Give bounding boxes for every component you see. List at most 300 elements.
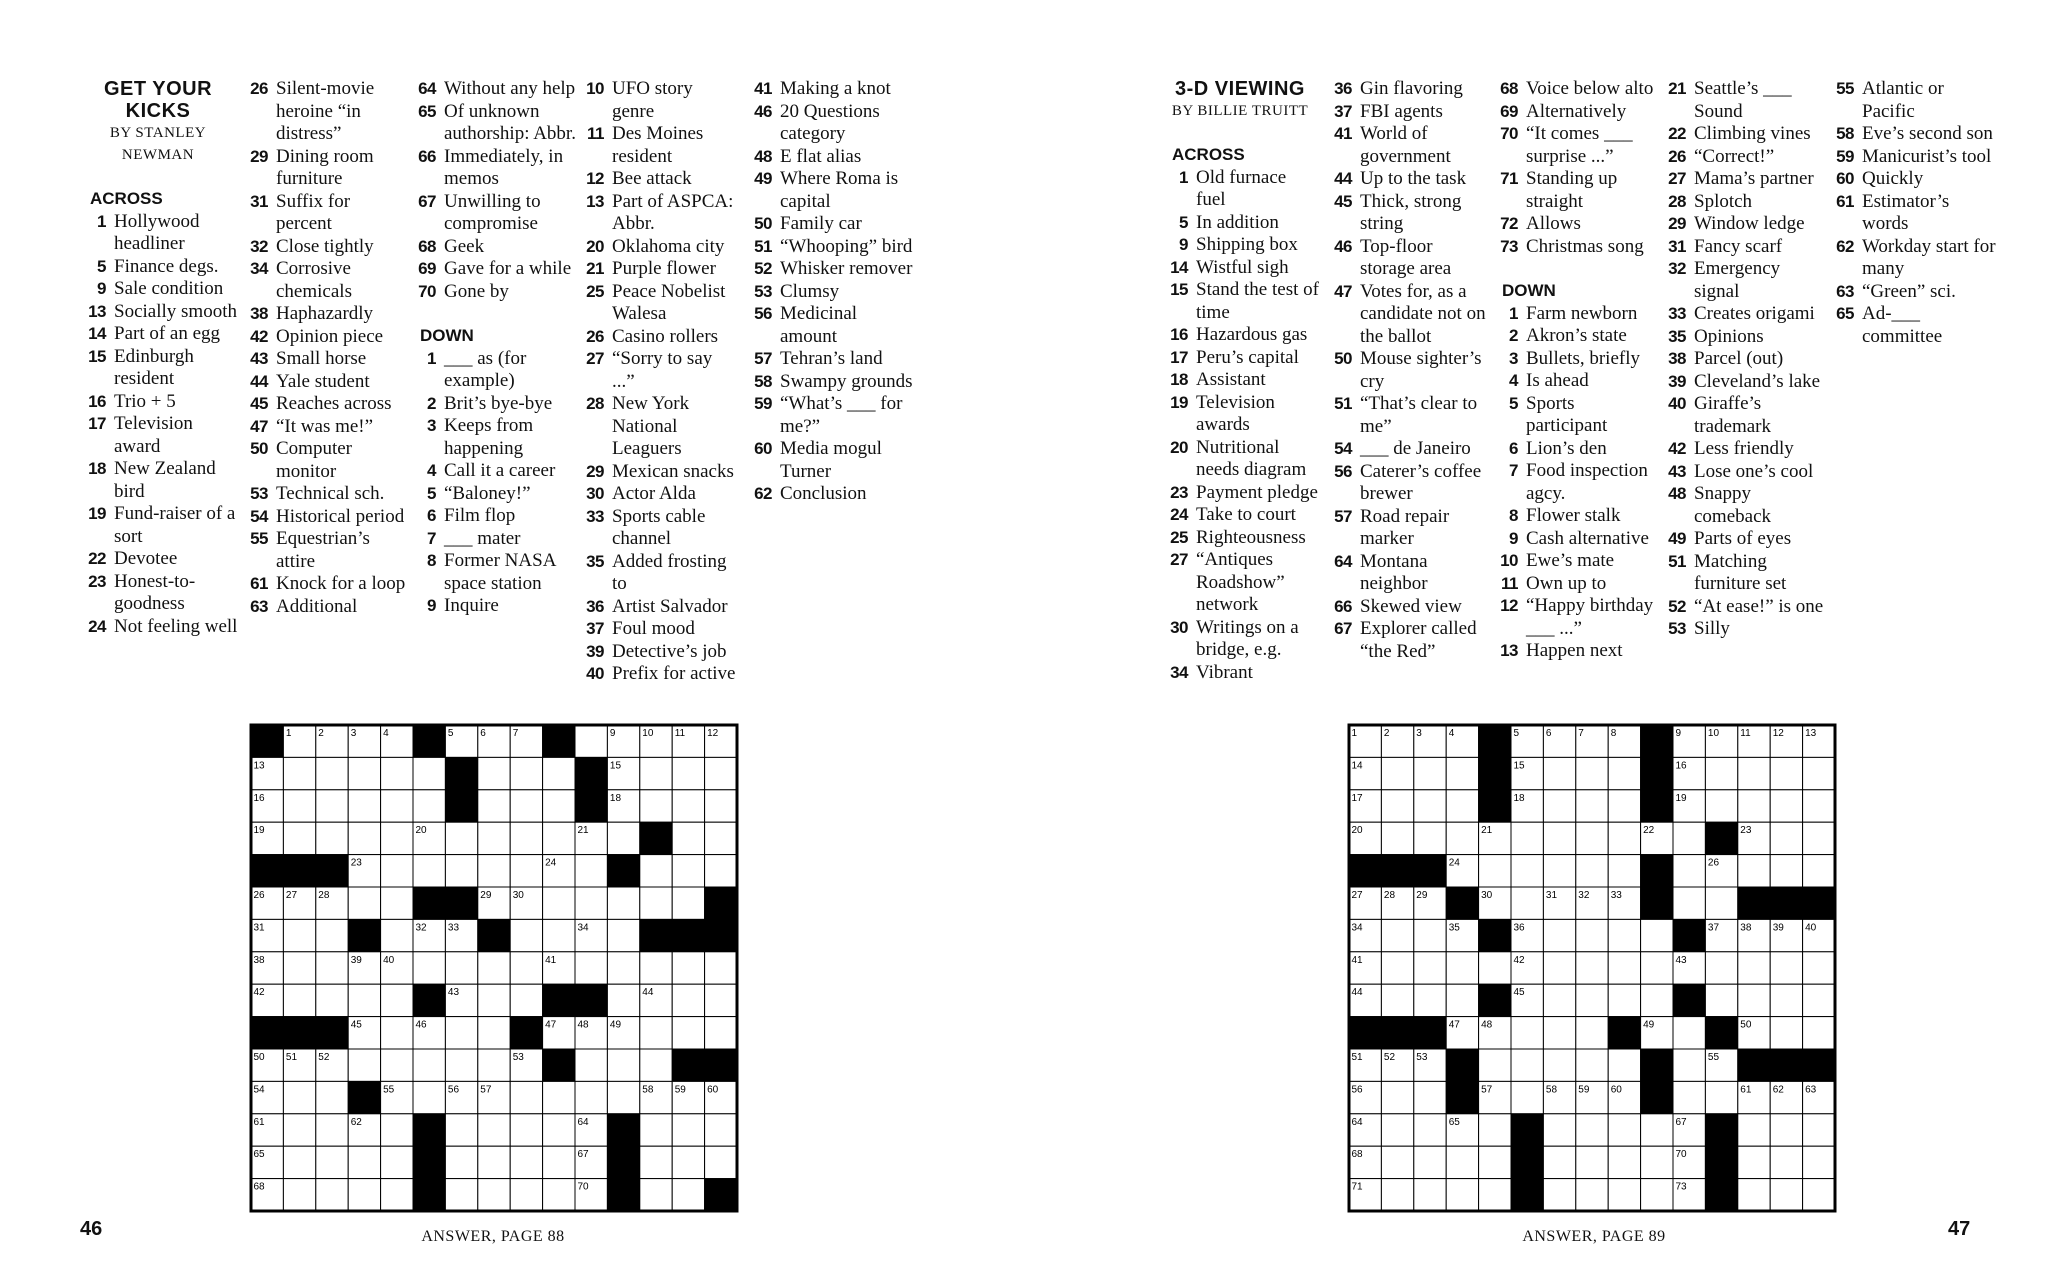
grid-cell[interactable] — [672, 984, 704, 1016]
grid-cell[interactable] — [283, 1179, 315, 1211]
grid-cell[interactable] — [1511, 1081, 1543, 1113]
clue-number: 7 — [1509, 461, 1518, 480]
grid-cell[interactable] — [478, 1049, 510, 1081]
grid-cell[interactable] — [607, 984, 639, 1016]
grid-cell[interactable] — [510, 1114, 542, 1146]
grid-cell[interactable] — [1576, 757, 1608, 789]
grid-cell[interactable] — [705, 855, 737, 887]
grid-cell[interactable] — [1576, 919, 1608, 951]
grid-cell[interactable] — [1576, 1146, 1608, 1178]
grid-cell[interactable] — [283, 984, 315, 1016]
grid-cell[interactable] — [1608, 790, 1640, 822]
grid-cell[interactable] — [381, 855, 413, 887]
grid-cell[interactable] — [510, 757, 542, 789]
cell-number: 24 — [1448, 857, 1460, 869]
clue-number: 9 — [1509, 528, 1518, 548]
grid-cell[interactable] — [575, 855, 607, 887]
grid-cell[interactable] — [1414, 1114, 1446, 1146]
grid-cell[interactable] — [672, 952, 704, 984]
grid-cell[interactable] — [316, 822, 348, 854]
grid-cell[interactable] — [640, 952, 672, 984]
grid-cell[interactable] — [1803, 1114, 1835, 1146]
grid-cell[interactable] — [348, 887, 380, 919]
grid-cell[interactable] — [672, 1017, 704, 1049]
grid-cell[interactable] — [1511, 855, 1543, 887]
grid-cell[interactable] — [1576, 1017, 1608, 1049]
clue-list — [1160, 167, 1320, 685]
grid-cell[interactable] — [413, 757, 445, 789]
clue-text: Keeps from happening — [444, 415, 534, 459]
grid-cell[interactable] — [1381, 790, 1413, 822]
clue-number: 49 — [754, 169, 772, 188]
grid-cell[interactable] — [1381, 919, 1413, 951]
grid-cell[interactable] — [413, 1049, 445, 1081]
grid-cell[interactable] — [316, 1146, 348, 1178]
grid-cell[interactable] — [381, 984, 413, 1016]
grid-cell[interactable] — [1738, 757, 1770, 789]
grid-cell[interactable] — [478, 952, 510, 984]
grid-cell[interactable] — [445, 1146, 477, 1178]
grid-cell[interactable] — [672, 1146, 704, 1178]
grid-cell[interactable] — [672, 1114, 704, 1146]
grid-cell[interactable] — [607, 822, 639, 854]
grid-cell[interactable] — [316, 1114, 348, 1146]
clue-text: Gone by — [444, 280, 509, 302]
grid-cell[interactable] — [348, 822, 380, 854]
grid-cell[interactable] — [1608, 1146, 1640, 1178]
cell-number: 23 — [350, 857, 362, 869]
clue-number: 5 — [97, 256, 106, 276]
grid-cell[interactable] — [1673, 1049, 1705, 1081]
grid-cell[interactable] — [316, 790, 348, 822]
grid-cell[interactable] — [478, 1017, 510, 1049]
grid-cell[interactable] — [1705, 790, 1737, 822]
grid-cell[interactable] — [1641, 1146, 1673, 1178]
grid-cell[interactable] — [1381, 822, 1413, 854]
page-number: 46 — [80, 1218, 103, 1240]
grid-cell[interactable] — [1543, 1179, 1575, 1211]
grid-block — [251, 855, 283, 887]
grid-cell[interactable] — [1705, 887, 1737, 919]
grid-cell[interactable] — [316, 984, 348, 1016]
clue-number: 24 — [88, 616, 106, 636]
grid-cell[interactable] — [1770, 822, 1802, 854]
grid-cell[interactable] — [445, 822, 477, 854]
grid-cell[interactable] — [1803, 757, 1835, 789]
clue-text: Knock for a loop — [276, 573, 406, 594]
grid-cell[interactable] — [672, 757, 704, 789]
grid-cell[interactable] — [1641, 919, 1673, 951]
grid-cell[interactable] — [543, 1179, 575, 1211]
grid-cell[interactable] — [478, 1114, 510, 1146]
grid-cell[interactable] — [672, 1179, 704, 1211]
grid-cell[interactable] — [381, 1114, 413, 1146]
grid-cell[interactable] — [640, 1146, 672, 1178]
clue-text: Cleveland’s lake — [1694, 370, 1821, 392]
grid-cell[interactable] — [1381, 1081, 1413, 1113]
grid-cell[interactable] — [1770, 1114, 1802, 1146]
crossword-grid[interactable] — [1346, 722, 1838, 1214]
grid-cell[interactable] — [1705, 952, 1737, 984]
grid-cell[interactable] — [510, 1146, 542, 1178]
clue-text: Silent-movie heroine “in distress” — [276, 78, 375, 144]
grid-cell[interactable] — [1641, 984, 1673, 1016]
grid-cell[interactable] — [348, 1049, 380, 1081]
grid-cell[interactable] — [575, 887, 607, 919]
clue-item — [408, 595, 576, 618]
clue-text: Sports participant — [1526, 392, 1608, 436]
grid-cell[interactable] — [445, 1114, 477, 1146]
clue-item — [1160, 549, 1320, 617]
grid-cell[interactable] — [1446, 984, 1478, 1016]
grid-cell[interactable] — [1511, 1049, 1543, 1081]
grid-cell[interactable] — [1803, 984, 1835, 1016]
grid-cell[interactable] — [640, 1049, 672, 1081]
grid-cell[interactable] — [543, 1081, 575, 1113]
grid-cell[interactable] — [1738, 855, 1770, 887]
grid-cell[interactable] — [575, 952, 607, 984]
clue-number: 44 — [250, 371, 268, 391]
grid-cell[interactable] — [1738, 1114, 1770, 1146]
grid-cell[interactable] — [1381, 1146, 1413, 1178]
grid-cell[interactable] — [1576, 822, 1608, 854]
grid-cell[interactable] — [1770, 1179, 1802, 1211]
grid-cell[interactable] — [1543, 822, 1575, 854]
grid-cell[interactable] — [316, 952, 348, 984]
grid-cell[interactable] — [1770, 855, 1802, 887]
grid-cell[interactable] — [1446, 822, 1478, 854]
grid-cell[interactable] — [348, 1179, 380, 1211]
grid-cell[interactable] — [316, 757, 348, 789]
grid-cell[interactable] — [672, 887, 704, 919]
grid-cell[interactable] — [1543, 952, 1575, 984]
grid-cell[interactable] — [1673, 1081, 1705, 1113]
grid-cell[interactable] — [283, 1146, 315, 1178]
grid-cell[interactable] — [1608, 855, 1640, 887]
grid-cell[interactable] — [316, 1081, 348, 1113]
grid-cell[interactable] — [543, 822, 575, 854]
clue-number: 72 — [1500, 214, 1518, 233]
grid-cell[interactable] — [607, 887, 639, 919]
grid-cell[interactable] — [1738, 984, 1770, 1016]
grid-cell[interactable] — [1608, 919, 1640, 951]
grid-cell[interactable] — [1414, 984, 1446, 1016]
clue-item — [1160, 527, 1320, 550]
grid-cell[interactable] — [510, 984, 542, 1016]
grid-cell[interactable] — [1770, 984, 1802, 1016]
grid-cell[interactable] — [1414, 757, 1446, 789]
clue-text: Thick, strong string — [1360, 190, 1462, 234]
grid-block — [607, 1146, 639, 1178]
grid-cell[interactable] — [640, 757, 672, 789]
grid-cell[interactable] — [283, 952, 315, 984]
grid-cell[interactable] — [1673, 887, 1705, 919]
grid-cell[interactable] — [1576, 1114, 1608, 1146]
grid-cell[interactable] — [1381, 984, 1413, 1016]
grid-cell[interactable] — [1576, 790, 1608, 822]
grid-cell[interactable] — [640, 790, 672, 822]
grid-cell[interactable] — [1446, 1179, 1478, 1211]
grid-cell[interactable] — [1738, 790, 1770, 822]
grid-cell[interactable] — [1803, 822, 1835, 854]
grid-cell[interactable] — [1414, 822, 1446, 854]
grid-cell[interactable] — [1738, 1146, 1770, 1178]
grid-cell[interactable] — [316, 1179, 348, 1211]
grid-block — [1479, 790, 1511, 822]
grid-cell[interactable] — [381, 1179, 413, 1211]
grid-cell[interactable] — [1414, 952, 1446, 984]
grid-cell[interactable] — [510, 952, 542, 984]
grid-cell[interactable] — [283, 1081, 315, 1113]
grid-cell[interactable] — [478, 855, 510, 887]
grid-cell[interactable] — [607, 952, 639, 984]
grid-cell[interactable] — [575, 1081, 607, 1113]
grid-cell[interactable] — [1543, 790, 1575, 822]
grid-cell[interactable] — [1641, 1114, 1673, 1146]
clue-text: Own up to — [1526, 572, 1607, 594]
grid-cell[interactable] — [510, 855, 542, 887]
grid-cell[interactable] — [1446, 757, 1478, 789]
grid-cell[interactable] — [1673, 1017, 1705, 1049]
grid-cell[interactable] — [316, 919, 348, 951]
grid-cell[interactable] — [1576, 1179, 1608, 1211]
grid-cell[interactable] — [607, 1081, 639, 1113]
grid-cell[interactable] — [1705, 757, 1737, 789]
grid-cell[interactable] — [1479, 1114, 1511, 1146]
grid-cell[interactable] — [283, 1114, 315, 1146]
grid-cell[interactable] — [1414, 790, 1446, 822]
grid-cell[interactable] — [445, 1017, 477, 1049]
grid-cell[interactable] — [381, 757, 413, 789]
grid-cell[interactable] — [1770, 1017, 1802, 1049]
grid-cell[interactable] — [413, 790, 445, 822]
grid-cell[interactable] — [1803, 1179, 1835, 1211]
grid-cell[interactable] — [510, 1081, 542, 1113]
grid-cell[interactable] — [1414, 1146, 1446, 1178]
cell-number: 36 — [1513, 922, 1525, 934]
grid-cell[interactable] — [381, 1049, 413, 1081]
grid-cell[interactable] — [672, 822, 704, 854]
grid-cell[interactable] — [381, 887, 413, 919]
grid-cell[interactable] — [1576, 1049, 1608, 1081]
grid-cell[interactable] — [543, 790, 575, 822]
grid-cell[interactable] — [348, 757, 380, 789]
grid-cell[interactable] — [640, 1179, 672, 1211]
grid-cell[interactable] — [510, 919, 542, 951]
grid-cell[interactable] — [1479, 952, 1511, 984]
grid-cell[interactable] — [1576, 855, 1608, 887]
grid-cell[interactable] — [705, 1146, 737, 1178]
grid-cell[interactable] — [1608, 1179, 1640, 1211]
grid-cell[interactable] — [705, 822, 737, 854]
grid-cell[interactable] — [445, 1049, 477, 1081]
grid-cell[interactable] — [575, 725, 607, 757]
grid-cell[interactable] — [478, 1146, 510, 1178]
grid-cell[interactable] — [1608, 822, 1640, 854]
grid-cell[interactable] — [1576, 984, 1608, 1016]
cell-number: 32 — [1578, 890, 1590, 901]
cell-number: 55 — [1707, 1052, 1720, 1063]
grid-cell[interactable] — [1608, 757, 1640, 789]
grid-cell[interactable] — [640, 855, 672, 887]
grid-cell[interactable] — [381, 1017, 413, 1049]
grid-cell[interactable] — [1414, 1179, 1446, 1211]
grid-cell[interactable] — [1479, 1146, 1511, 1178]
grid-cell[interactable] — [1479, 855, 1511, 887]
grid-cell[interactable] — [1414, 1081, 1446, 1113]
grid-cell[interactable] — [1770, 1146, 1802, 1178]
clue-number: 32 — [1668, 259, 1686, 278]
grid-cell[interactable] — [1770, 757, 1802, 789]
grid-block — [1738, 887, 1770, 919]
clue-item — [1324, 596, 1492, 619]
clue-number: 51 — [1334, 394, 1352, 413]
grid-cell[interactable] — [1608, 1049, 1640, 1081]
clue-text: Where Roma is capital — [780, 168, 899, 212]
grid-cell[interactable] — [1543, 1146, 1575, 1178]
grid-cell[interactable] — [348, 1146, 380, 1178]
grid-cell[interactable] — [1673, 855, 1705, 887]
grid-cell[interactable] — [1641, 1179, 1673, 1211]
grid-cell[interactable] — [1543, 1017, 1575, 1049]
grid-cell[interactable] — [381, 822, 413, 854]
grid-block — [348, 1081, 380, 1113]
clue-number: 67 — [1334, 619, 1352, 638]
grid-cell[interactable] — [1479, 1179, 1511, 1211]
grid-cell[interactable] — [445, 952, 477, 984]
grid-cell[interactable] — [478, 822, 510, 854]
crossword-grid[interactable] — [248, 722, 740, 1214]
clue-number: 19 — [88, 504, 106, 523]
grid-cell[interactable] — [1608, 952, 1640, 984]
grid-cell[interactable] — [575, 1049, 607, 1081]
grid-cell[interactable] — [1803, 1146, 1835, 1178]
clue-item — [1658, 528, 1826, 551]
grid-cell[interactable] — [478, 1179, 510, 1211]
grid-cell[interactable] — [510, 1179, 542, 1211]
grid-cell[interactable] — [283, 790, 315, 822]
grid-cell[interactable] — [705, 952, 737, 984]
grid-cell[interactable] — [283, 757, 315, 789]
grid-cell[interactable] — [1705, 1081, 1737, 1113]
clue-text: Hollywood headliner — [114, 210, 200, 254]
grid-cell[interactable] — [381, 1146, 413, 1178]
grid-cell[interactable] — [672, 855, 704, 887]
grid-cell[interactable] — [1543, 919, 1575, 951]
grid-cell[interactable] — [543, 1114, 575, 1146]
grid-cell[interactable] — [445, 855, 477, 887]
grid-cell[interactable] — [445, 1179, 477, 1211]
grid-cell[interactable] — [1673, 822, 1705, 854]
grid-cell[interactable] — [1543, 757, 1575, 789]
grid-cell[interactable] — [543, 919, 575, 951]
grid-cell[interactable] — [1738, 1179, 1770, 1211]
grid-cell[interactable] — [1770, 952, 1802, 984]
grid-cell[interactable] — [1641, 952, 1673, 984]
grid-cell[interactable] — [1381, 952, 1413, 984]
grid-cell[interactable] — [1381, 1114, 1413, 1146]
grid-block — [543, 1049, 575, 1081]
grid-cell[interactable] — [1738, 952, 1770, 984]
grid-cell[interactable] — [1543, 984, 1575, 1016]
grid-cell[interactable] — [1511, 887, 1543, 919]
grid-cell[interactable] — [1381, 757, 1413, 789]
clue-item — [240, 191, 408, 236]
clue-text: Inquire — [444, 595, 499, 616]
grid-cell[interactable] — [1511, 1017, 1543, 1049]
grid-cell[interactable] — [1705, 984, 1737, 1016]
grid-cell[interactable] — [348, 984, 380, 1016]
grid-cell[interactable] — [1576, 952, 1608, 984]
grid-cell[interactable] — [1608, 984, 1640, 1016]
grid-cell[interactable] — [1608, 1114, 1640, 1146]
clue-item — [408, 78, 576, 101]
grid-cell[interactable] — [381, 790, 413, 822]
grid-cell[interactable] — [705, 790, 737, 822]
grid-cell[interactable] — [1446, 952, 1478, 984]
grid-cell[interactable] — [478, 757, 510, 789]
grid-cell[interactable] — [543, 757, 575, 789]
clue-number: 48 — [1668, 484, 1686, 503]
grid-cell[interactable] — [705, 757, 737, 789]
grid-cell[interactable] — [1543, 855, 1575, 887]
grid-cell[interactable] — [283, 919, 315, 951]
grid-cell[interactable] — [413, 952, 445, 984]
grid-cell[interactable] — [1414, 919, 1446, 951]
grid-cell[interactable] — [381, 919, 413, 951]
grid-cell[interactable] — [705, 1114, 737, 1146]
cell-number: 43 — [1675, 954, 1687, 966]
grid-cell[interactable] — [1803, 1017, 1835, 1049]
grid-cell[interactable] — [283, 822, 315, 854]
grid-cell[interactable] — [543, 887, 575, 919]
grid-cell[interactable] — [510, 790, 542, 822]
grid-cell[interactable] — [478, 790, 510, 822]
grid-cell[interactable] — [510, 822, 542, 854]
grid-cell[interactable] — [672, 790, 704, 822]
grid-cell[interactable] — [607, 919, 639, 951]
clue-list — [1826, 78, 1996, 348]
cell-number: 14 — [447, 760, 460, 772]
grid-cell[interactable] — [1381, 1179, 1413, 1211]
grid-cell[interactable] — [1803, 855, 1835, 887]
grid-cell[interactable] — [348, 790, 380, 822]
grid-cell[interactable] — [640, 1114, 672, 1146]
grid-cell[interactable] — [478, 984, 510, 1016]
grid-cell[interactable] — [705, 984, 737, 1016]
grid-cell[interactable] — [705, 1017, 737, 1049]
clue-text: Tehran’s land — [780, 348, 883, 369]
grid-cell[interactable] — [1511, 822, 1543, 854]
grid-cell[interactable] — [640, 887, 672, 919]
grid-cell[interactable] — [640, 1017, 672, 1049]
grid-cell[interactable] — [1770, 790, 1802, 822]
clue-text: Technical sch. — [276, 483, 385, 504]
grid-cell[interactable] — [413, 1081, 445, 1113]
grid-cell[interactable] — [1543, 1114, 1575, 1146]
grid-cell[interactable] — [1803, 790, 1835, 822]
grid-cell[interactable] — [1446, 790, 1478, 822]
grid-cell[interactable] — [607, 1049, 639, 1081]
cell-number: 28 — [1383, 890, 1396, 901]
clue-text: “At ease!” is one — [1694, 595, 1824, 617]
grid-cell[interactable] — [1446, 1146, 1478, 1178]
grid-cell[interactable] — [1479, 1049, 1511, 1081]
grid-cell[interactable] — [1803, 952, 1835, 984]
grid-cell[interactable] — [1543, 1049, 1575, 1081]
grid-cell[interactable] — [543, 1146, 575, 1178]
grid-cell[interactable] — [413, 855, 445, 887]
